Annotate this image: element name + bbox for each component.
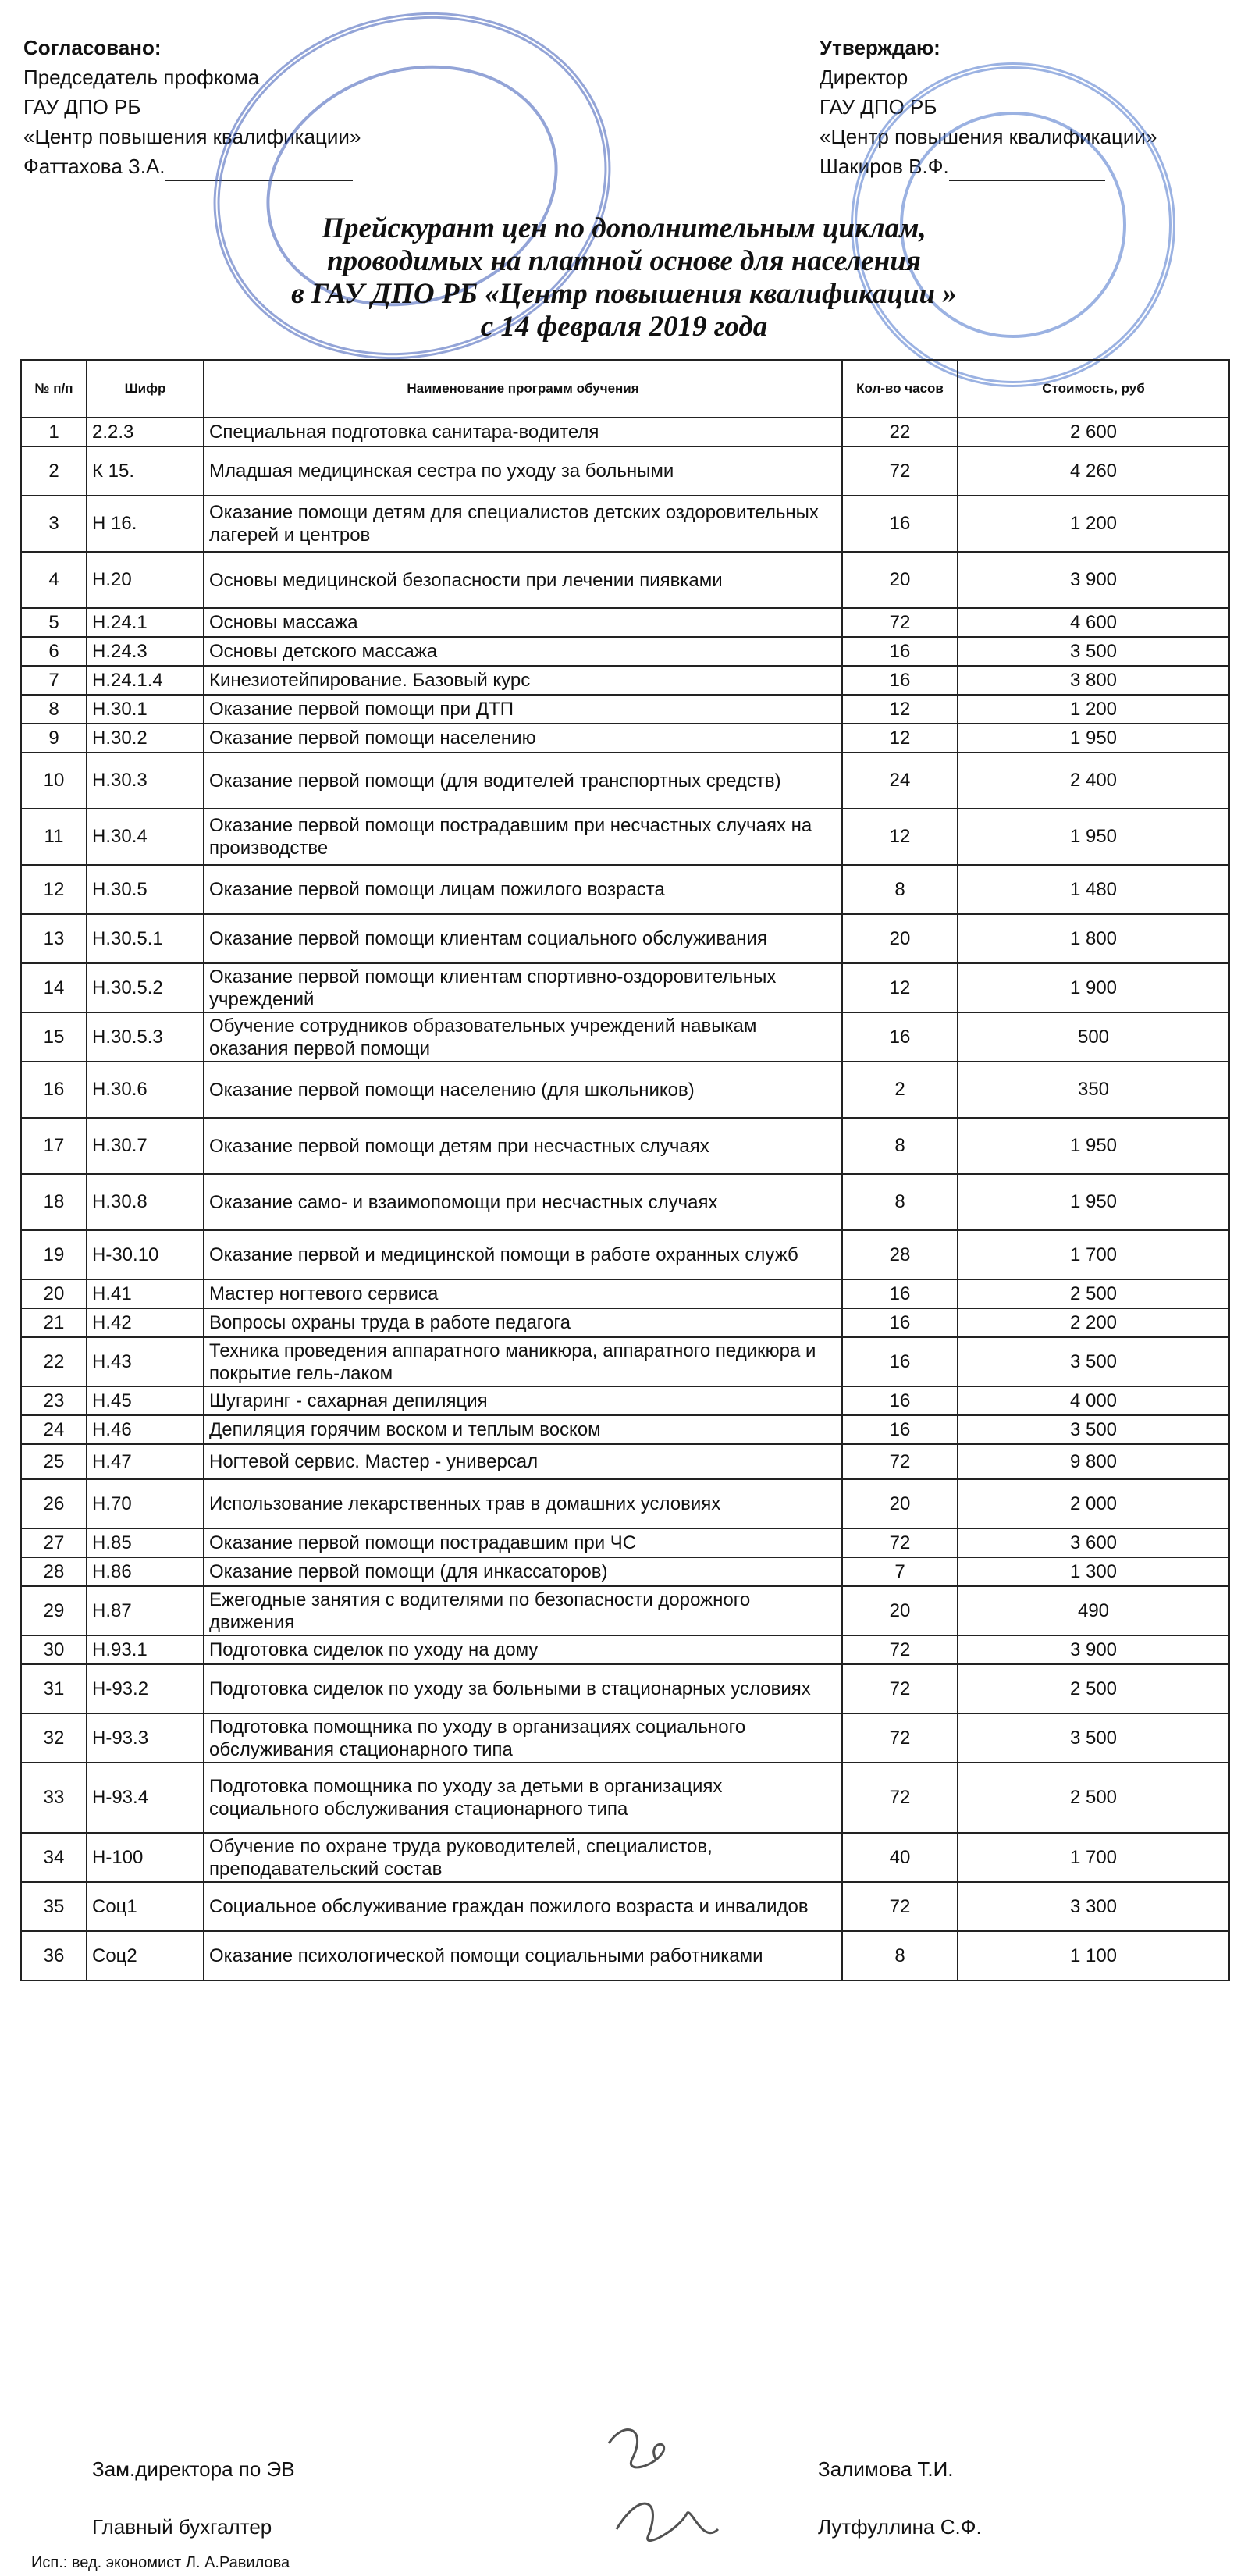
table-row	[21, 695, 1229, 724]
program-code: Н.43	[87, 1337, 204, 1386]
table-row	[21, 552, 1229, 608]
table-row	[21, 1557, 1229, 1586]
program-hours: 72	[842, 608, 958, 637]
row-number: 36	[21, 1931, 87, 1980]
header-code: Шифр	[87, 360, 204, 418]
program-hours: 22	[842, 418, 958, 447]
program-cost: 1 900	[958, 963, 1229, 1012]
table-row	[21, 1763, 1229, 1833]
program-name: Использование лекарственных трав в домашних условиях	[204, 1479, 842, 1528]
program-name: Подготовка помощника по уходу за детьми в организациях социального обслуживания стационарного типа	[204, 1763, 842, 1833]
header-hours: Кол-во часов	[842, 360, 958, 418]
program-code: Н.30.3	[87, 753, 204, 809]
program-name: Оказание первой помощи детям при несчастных случаях	[204, 1118, 842, 1174]
program-cost: 3 300	[958, 1882, 1229, 1931]
table-row	[21, 1882, 1229, 1931]
program-name: Младшая медицинская сестра по уходу за больными	[204, 447, 842, 496]
program-name: Шугаринг - сахарная депиляция	[204, 1386, 842, 1415]
program-name: Обучение сотрудников образовательных учреждений навыкам оказания первой помощи	[204, 1012, 842, 1062]
program-cost: 2 000	[958, 1479, 1229, 1528]
executor-note: Исп.: вед. экономист Л. А.Равилова	[31, 2554, 290, 2571]
program-hours: 72	[842, 1882, 958, 1931]
row-number: 23	[21, 1386, 87, 1415]
program-code: Соц2	[87, 1931, 204, 1980]
table-row	[21, 1833, 1229, 1882]
row-number: 7	[21, 666, 87, 695]
program-cost: 350	[958, 1062, 1229, 1118]
row-number: 11	[21, 809, 87, 865]
program-code: Н.46	[87, 1415, 204, 1444]
program-name: Оказание первой и медицинской помощи в работе охранных служб	[204, 1230, 842, 1279]
row-number: 12	[21, 865, 87, 914]
table-row	[21, 1118, 1229, 1174]
row-number: 2	[21, 447, 87, 496]
program-code: Н.70	[87, 1479, 204, 1528]
table-row	[21, 1230, 1229, 1279]
table-row	[21, 724, 1229, 753]
program-hours: 16	[842, 1386, 958, 1415]
program-code: Н.30.5.2	[87, 963, 204, 1012]
program-name: Депиляция горячим воском и теплым воском	[204, 1415, 842, 1444]
approval-block-left	[23, 33, 361, 181]
table-row	[21, 1931, 1229, 1980]
program-name: Оказание первой помощи пострадавшим при несчастных случаях на производстве	[204, 809, 842, 865]
program-hours: 72	[842, 1763, 958, 1833]
program-name: Оказание первой помощи при ДТП	[204, 695, 842, 724]
header-num: № п/п	[21, 360, 87, 418]
program-hours: 16	[842, 1337, 958, 1386]
program-name: Ежегодные занятия с водителями по безопасности дорожного движения	[204, 1586, 842, 1635]
program-code: Н-93.3	[87, 1713, 204, 1763]
program-code: Н.30.1	[87, 695, 204, 724]
program-cost: 9 800	[958, 1444, 1229, 1479]
row-number: 21	[21, 1308, 87, 1337]
title-line: с 14 февраля 2019 года	[480, 311, 768, 343]
approval-left-title: Согласовано:	[23, 36, 162, 59]
row-number: 32	[21, 1713, 87, 1763]
program-hours: 12	[842, 809, 958, 865]
program-name: Мастер ногтевого сервиса	[204, 1279, 842, 1308]
table-row	[21, 1386, 1229, 1415]
row-number: 19	[21, 1230, 87, 1279]
program-code: Н-30.10	[87, 1230, 204, 1279]
program-cost: 3 500	[958, 1713, 1229, 1763]
program-code: Н-100	[87, 1833, 204, 1882]
program-name: Оказание первой помощи (для водителей транспортных средств)	[204, 753, 842, 809]
row-number: 30	[21, 1635, 87, 1664]
table-row	[21, 637, 1229, 666]
program-code: 2.2.3	[87, 418, 204, 447]
program-cost: 2 600	[958, 418, 1229, 447]
program-name: Оказание помощи детям для специалистов детских оздоровительных лагерей и центров	[204, 496, 842, 552]
approval-left-line: «Центр повышения квалификации»	[23, 125, 361, 148]
program-cost: 1 950	[958, 1174, 1229, 1230]
deputy-name: Залимова Т.И.	[818, 2457, 954, 2481]
row-number: 28	[21, 1557, 87, 1586]
program-cost: 3 500	[958, 1337, 1229, 1386]
header-cost: Стоимость, руб	[958, 360, 1229, 418]
row-number: 3	[21, 496, 87, 552]
program-hours: 72	[842, 1444, 958, 1479]
program-code: Н.85	[87, 1528, 204, 1557]
program-cost: 1 200	[958, 496, 1229, 552]
table-header-row	[21, 360, 1229, 418]
program-hours: 12	[842, 724, 958, 753]
program-name: Основы детского массажа	[204, 637, 842, 666]
program-cost: 3 800	[958, 666, 1229, 695]
row-number: 1	[21, 418, 87, 447]
approval-right-line: ГАУ ДПО РБ	[820, 95, 937, 119]
row-number: 18	[21, 1174, 87, 1230]
program-code: Н.93.1	[87, 1635, 204, 1664]
table-row	[21, 1174, 1229, 1230]
program-name: Ногтевой сервис. Мастер - универсал	[204, 1444, 842, 1479]
program-code: Н.30.4	[87, 809, 204, 865]
approval-right-signer	[820, 151, 1157, 181]
row-number: 5	[21, 608, 87, 637]
table-row	[21, 608, 1229, 637]
program-cost: 1 950	[958, 1118, 1229, 1174]
table-row	[21, 1337, 1229, 1386]
signature-line	[949, 159, 1105, 181]
program-hours: 12	[842, 695, 958, 724]
approval-block-right	[820, 33, 1157, 181]
table-row	[21, 1586, 1229, 1635]
table-row	[21, 963, 1229, 1012]
approval-left-line: ГАУ ДПО РБ	[23, 95, 141, 119]
table-row	[21, 1664, 1229, 1713]
program-name: Оказание первой помощи (для инкассаторов)	[204, 1557, 842, 1586]
title-line: Прейскурант цен по дополнительным циклам,	[322, 212, 926, 244]
table-row	[21, 1062, 1229, 1118]
price-table-body	[21, 418, 1229, 1980]
program-hours: 16	[842, 496, 958, 552]
program-name: Обучение по охране труда руководителей, специалистов, преподавательский состав	[204, 1833, 842, 1882]
program-cost: 500	[958, 1012, 1229, 1062]
approval-right-line: «Центр повышения квалификации»	[820, 125, 1157, 148]
accountant-name: Лутфуллина С.Ф.	[818, 2515, 982, 2539]
program-code: Н.45	[87, 1386, 204, 1415]
table-row	[21, 1635, 1229, 1664]
program-code: Н.20	[87, 552, 204, 608]
deputy-role: Зам.директора по ЭВ	[92, 2457, 295, 2481]
program-name: Оказание первой помощи пострадавшим при ЧС	[204, 1528, 842, 1557]
program-code: Н.30.7	[87, 1118, 204, 1174]
program-hours: 2	[842, 1062, 958, 1118]
table-row	[21, 1012, 1229, 1062]
program-hours: 20	[842, 1479, 958, 1528]
program-name: Оказание первой помощи лицам пожилого возраста	[204, 865, 842, 914]
table-row	[21, 447, 1229, 496]
program-name: Оказание первой помощи населению (для школьников)	[204, 1062, 842, 1118]
program-hours: 72	[842, 1635, 958, 1664]
program-cost: 2 200	[958, 1308, 1229, 1337]
table-row	[21, 1444, 1229, 1479]
row-number: 4	[21, 552, 87, 608]
program-code: Н.30.6	[87, 1062, 204, 1118]
table-row	[21, 1279, 1229, 1308]
program-code: Н.24.3	[87, 637, 204, 666]
table-row	[21, 809, 1229, 865]
program-hours: 8	[842, 865, 958, 914]
program-hours: 7	[842, 1557, 958, 1586]
program-cost: 4 000	[958, 1386, 1229, 1415]
program-hours: 28	[842, 1230, 958, 1279]
program-code: Н-93.2	[87, 1664, 204, 1713]
row-number: 20	[21, 1279, 87, 1308]
program-hours: 20	[842, 1586, 958, 1635]
program-code: Н.30.5.1	[87, 914, 204, 963]
table-row	[21, 666, 1229, 695]
program-cost: 1 300	[958, 1557, 1229, 1586]
program-cost: 3 900	[958, 1635, 1229, 1664]
program-cost: 490	[958, 1586, 1229, 1635]
program-name: Подготовка помощника по уходу в организациях социального обслуживания стационарного типа	[204, 1713, 842, 1763]
program-code: Н.30.8	[87, 1174, 204, 1230]
program-code: Н.30.5	[87, 865, 204, 914]
approval-right-name: Шакиров В.Ф.	[820, 155, 949, 178]
table-row	[21, 1308, 1229, 1337]
program-code: Н.41	[87, 1279, 204, 1308]
program-cost: 2 500	[958, 1763, 1229, 1833]
program-hours: 12	[842, 963, 958, 1012]
row-number: 34	[21, 1833, 87, 1882]
program-hours: 8	[842, 1174, 958, 1230]
program-hours: 16	[842, 1308, 958, 1337]
program-cost: 1 200	[958, 695, 1229, 724]
program-name: Кинезиотейпирование. Базовый курс	[204, 666, 842, 695]
price-table	[20, 359, 1230, 1981]
table-row	[21, 914, 1229, 963]
program-hours: 8	[842, 1118, 958, 1174]
program-name: Социальное обслуживание граждан пожилого возраста и инвалидов	[204, 1882, 842, 1931]
program-name: Основы медицинской безопасности при лечении пиявками	[204, 552, 842, 608]
accountant-role: Главный бухгалтер	[92, 2515, 272, 2539]
program-hours: 40	[842, 1833, 958, 1882]
row-number: 35	[21, 1882, 87, 1931]
row-number: 33	[21, 1763, 87, 1833]
program-cost: 4 260	[958, 447, 1229, 496]
program-cost: 4 600	[958, 608, 1229, 637]
row-number: 29	[21, 1586, 87, 1635]
program-cost: 3 900	[958, 552, 1229, 608]
program-code: Н-93.4	[87, 1763, 204, 1833]
program-hours: 16	[842, 1012, 958, 1062]
program-name: Вопросы охраны труда в работе педагога	[204, 1308, 842, 1337]
program-cost: 1 950	[958, 724, 1229, 753]
row-number: 16	[21, 1062, 87, 1118]
program-hours: 20	[842, 552, 958, 608]
program-cost: 1 700	[958, 1833, 1229, 1882]
table-row	[21, 1479, 1229, 1528]
row-number: 26	[21, 1479, 87, 1528]
program-hours: 20	[842, 914, 958, 963]
program-hours: 16	[842, 1279, 958, 1308]
table-row	[21, 1415, 1229, 1444]
program-code: Соц1	[87, 1882, 204, 1931]
row-number: 9	[21, 724, 87, 753]
program-cost: 3 600	[958, 1528, 1229, 1557]
program-name: Оказание само- и взаимопомощи при несчастных случаях	[204, 1174, 842, 1230]
program-cost: 1 800	[958, 914, 1229, 963]
row-number: 25	[21, 1444, 87, 1479]
signature-line	[165, 159, 353, 181]
row-number: 6	[21, 637, 87, 666]
program-name: Подготовка сиделок по уходу за больными в стационарных условиях	[204, 1664, 842, 1713]
program-code: К 15.	[87, 447, 204, 496]
row-number: 10	[21, 753, 87, 809]
table-row	[21, 753, 1229, 809]
table-row	[21, 865, 1229, 914]
program-code: Н.42	[87, 1308, 204, 1337]
program-code: Н.24.1.4	[87, 666, 204, 695]
program-cost: 2 500	[958, 1664, 1229, 1713]
program-name: Техника проведения аппаратного маникюра, аппаратного педикюра и покрытие гель-лаком	[204, 1337, 842, 1386]
program-name: Оказание первой помощи клиентам социального обслуживания	[204, 914, 842, 963]
program-name: Оказание первой помощи клиентам спортивно-оздоровительных учреждений	[204, 963, 842, 1012]
row-number: 17	[21, 1118, 87, 1174]
title-line: проводимых на платной основе для населения	[327, 245, 921, 277]
document-title	[0, 212, 1248, 343]
program-cost: 2 400	[958, 753, 1229, 809]
row-number: 24	[21, 1415, 87, 1444]
program-code: Н.30.2	[87, 724, 204, 753]
program-code: Н 16.	[87, 496, 204, 552]
program-code: Н.47	[87, 1444, 204, 1479]
program-name: Подготовка сиделок по уходу на дому	[204, 1635, 842, 1664]
row-number: 14	[21, 963, 87, 1012]
program-cost: 1 700	[958, 1230, 1229, 1279]
table-row	[21, 496, 1229, 552]
program-hours: 16	[842, 1415, 958, 1444]
program-code: Н.86	[87, 1557, 204, 1586]
program-code: Н.24.1	[87, 608, 204, 637]
handwritten-signature	[593, 2412, 749, 2568]
program-cost: 3 500	[958, 637, 1229, 666]
row-number: 31	[21, 1664, 87, 1713]
program-code: Н.30.5.3	[87, 1012, 204, 1062]
approval-left-name: Фаттахова З.А.	[23, 155, 165, 178]
approval-right-title: Утверждаю:	[820, 36, 940, 59]
program-name: Оказание психологической помощи социальными работниками	[204, 1931, 842, 1980]
program-hours: 8	[842, 1931, 958, 1980]
table-row	[21, 1528, 1229, 1557]
approval-left-line: Председатель профкома	[23, 66, 260, 89]
program-name: Специальная подготовка санитара-водителя	[204, 418, 842, 447]
header-name: Наименование программ обучения	[204, 360, 842, 418]
program-name: Оказание первой помощи населению	[204, 724, 842, 753]
program-code: Н.87	[87, 1586, 204, 1635]
program-name: Основы массажа	[204, 608, 842, 637]
row-number: 22	[21, 1337, 87, 1386]
program-cost: 1 480	[958, 865, 1229, 914]
row-number: 15	[21, 1012, 87, 1062]
row-number: 13	[21, 914, 87, 963]
program-cost: 1 950	[958, 809, 1229, 865]
program-cost: 3 500	[958, 1415, 1229, 1444]
program-hours: 72	[842, 1664, 958, 1713]
row-number: 8	[21, 695, 87, 724]
program-cost: 2 500	[958, 1279, 1229, 1308]
approval-right-line: Директор	[820, 66, 908, 89]
program-hours: 72	[842, 1713, 958, 1763]
table-row	[21, 1713, 1229, 1763]
program-hours: 72	[842, 447, 958, 496]
program-cost: 1 100	[958, 1931, 1229, 1980]
table-row	[21, 418, 1229, 447]
program-hours: 72	[842, 1528, 958, 1557]
title-line: в ГАУ ДПО РБ «Центр повышения квалификации »	[291, 278, 957, 310]
program-hours: 16	[842, 637, 958, 666]
approval-left-signer	[23, 151, 361, 181]
row-number: 27	[21, 1528, 87, 1557]
program-hours: 24	[842, 753, 958, 809]
program-hours: 16	[842, 666, 958, 695]
